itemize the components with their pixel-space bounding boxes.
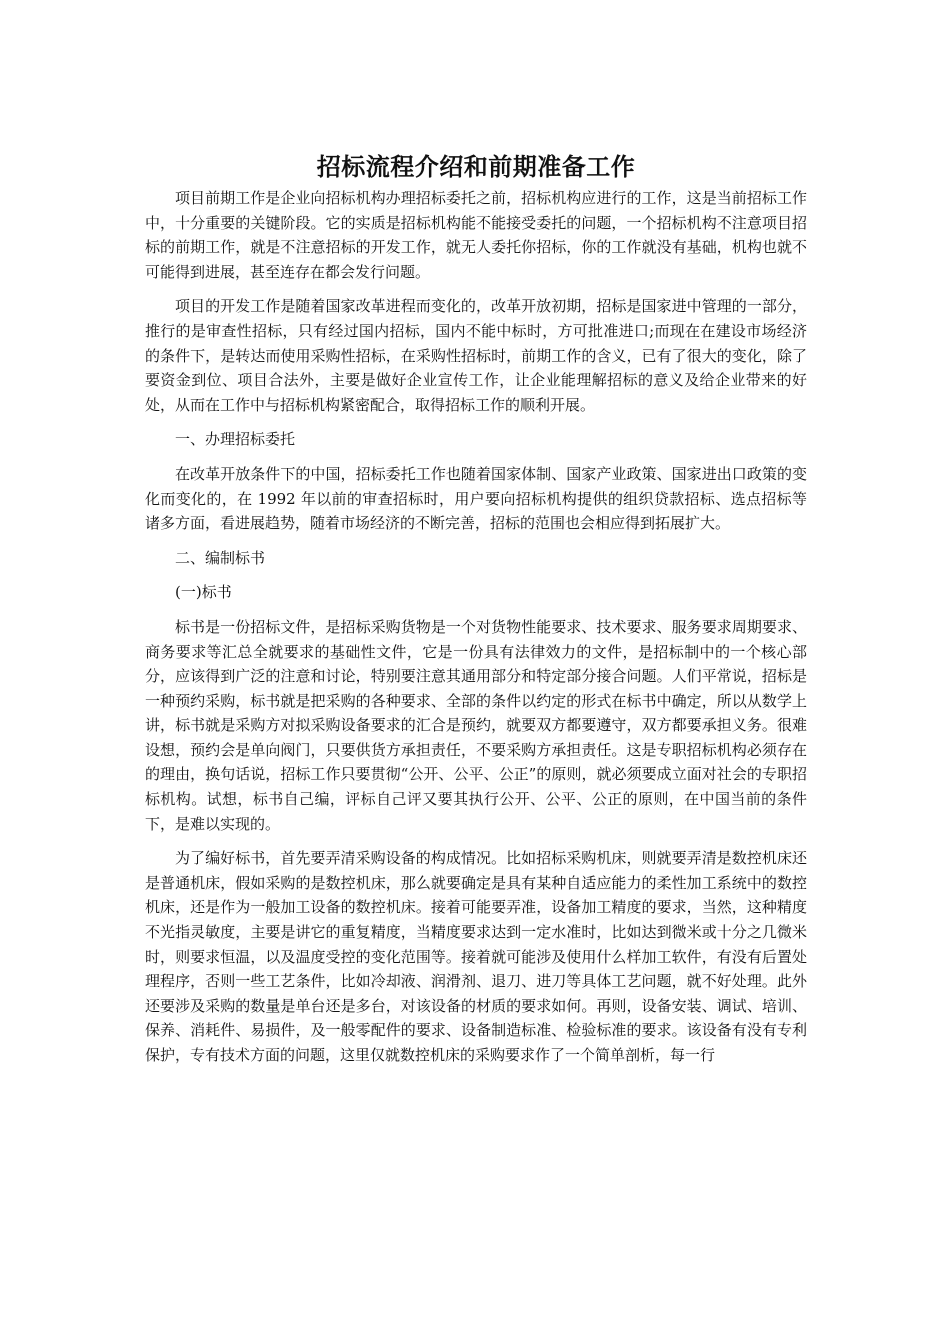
paragraph-preparation: 为了编好标书，首先要弄清采购设备的构成情况。比如招标采购机床，则就要弄清是数控机床还是普通机床，假如采购的是数控机床，那么就要确定是具有某种自适应能力的柔性加工系统中的数控机床，还是作为一般加工设备的数控机床。接着可能要弄准，设备加工精度的要求，当然，这种精度不光指灵敏度，主要是讲它的重复精度，当精度要求达到一定水准时，比如达到微米或十分之几微米时，则要求恒温，以及温度受控的变化范围等。接着就可能涉及使用什么样加工软件，有没有后置处理程序，否则一些工艺条件，比如冷却液、润滑剂、退刀、进刀等具体工艺问题，就不好处理。此外还要涉及采购的数量是单台还是多台，对该设备的材质的要求如何。再则，设备安装、调试、培训、保养、消耗件、易损件，及一般零配件的要求、设备制造标准、检验标准的要求。该设备有没有专利保护，专有技术方面的问题，这里仅就数控机床的采购要求作了一个简单剖析，每一行 — [145, 849, 807, 1064]
section-heading-2: 二、编制标书 — [175, 548, 266, 567]
document-page — [145, 150, 807, 1078]
paragraph-development: 项目的开发工作是随着国家改革进程而变化的，改革开放初期，招标是国家进中管理的一部分，推行的是审查性招标，只有经过国内招标，国内不能中标时，方可批准进口;而现在在建设市场经济的条件下，是转达而使用采购性招标，在采购性招标时，前期工作的含义，已有了很大的变化，除了要资金到位、项目合法外，主要是做好企业宣传工作，让企业能理解招标的意义及给企业带来的好处，从而在工作中与招标机构紧密配合，取得招标工作的顺利开展。 — [145, 297, 807, 414]
document-title: 招标流程介绍和前期准备工作 — [316, 152, 636, 181]
paragraph-intro: 项目前期工作是企业向招标机构办理招标委托之前，招标机构应进行的工作，这是当前招标工作中，十分重要的关键阶段。它的实质是招标机构能不能接受委托的问题，一个招标机构不注意项目招标的前期工作，就是不注意招标的开发工作，就无人委托你招标，你的工作就没有基础，机构也就不可能得到进展，甚至连存在都会发行问题。 — [145, 189, 807, 281]
subsection-heading-1: (一)标书 — [175, 583, 232, 602]
section-heading-1: 一、办理招标委托 — [175, 430, 296, 449]
paragraph-commission: 在改革开放条件下的中国，招标委托工作也随着国家体制、国家产业政策、国家进出口政策的变化而变化的，在 1992 年以前的审查招标时，用户要向招标机构提供的组织贷款招标、选点招标等诸多方面，看进展趋势，随着市场经济的不断完善，招标的范围也会相应得到拓展扩大。 — [145, 464, 807, 533]
paragraph-tender-document: 标书是一份招标文件，是招标采购货物是一个对货物性能要求、技术要求、服务要求周期要求、商务要求等汇总全就要求的基础性文件，它是一份具有法律效力的文件，是招标制中的一个核心部分，应该得到广泛的注意和讨论，特别要注意其通用部分和特定部分接合问题。人们平常说，招标是一种预约采购，标书就是把采购的各种要求、全部的条件以约定的形式在标书中确定，所以从数学上讲，标书就是采购方对拟采购设备要求的汇合是预约，就要双方都要遵守，双方都要承担义务。很难设想，预约会是单向阀门，只要供货方承担责任，不要采购方承担责任。这是专职招标机构必须存在的理由，换句话说，招标工作只要贯彻“公开、公平、公正”的原则，就必须要成立面对社会的专职招标机构。试想，标书自己编，评标自己评又要其执行公开、公平、公正的原则，在中国当前的条件下，是难以实现的。 — [145, 617, 807, 833]
